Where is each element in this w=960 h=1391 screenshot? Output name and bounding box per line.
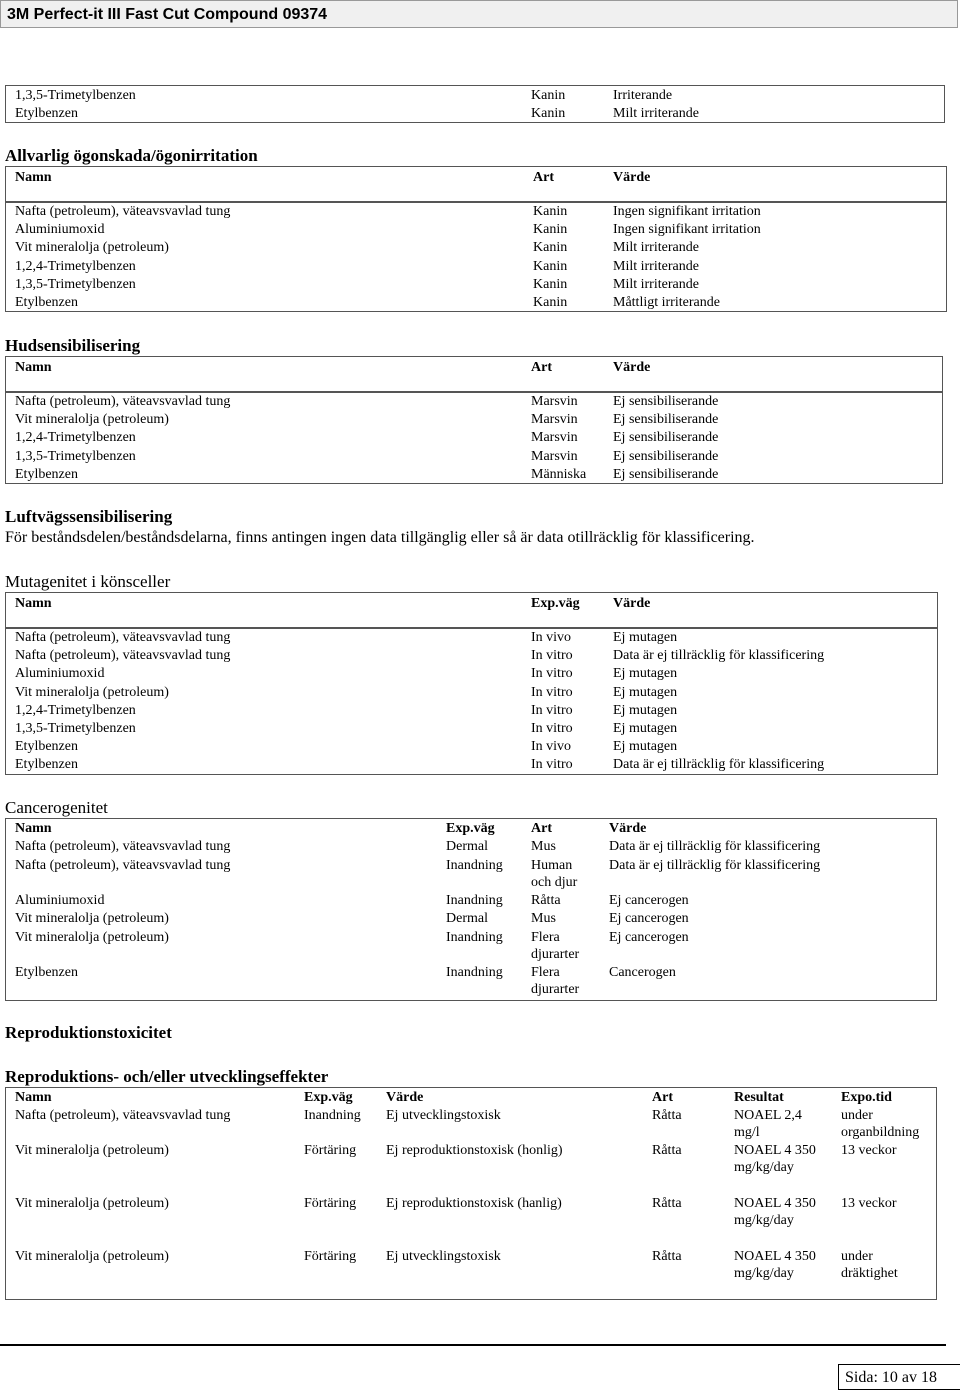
table-cell: Ingen signifikant irritation: [613, 222, 761, 238]
section-heading-repro-effects: Reproduktions- och/eller utvecklingseffekter: [5, 1067, 329, 1086]
table-cell: Kanin: [533, 222, 568, 238]
table-cell: Etylbenzen: [15, 739, 78, 755]
table-cell: In vitro: [531, 666, 573, 682]
carc-table: [5, 818, 937, 1001]
table-cell: Nafta (petroleum), väteavsvavlad tung: [15, 858, 231, 873]
table-cell: Råtta: [652, 1249, 682, 1264]
table-cell: NOAEL 4 350 mg/kg/day: [734, 1143, 816, 1175]
table-cell: In vitro: [531, 648, 573, 664]
section-heading-eye: Allvarlig ögonskada/ögonirritation: [5, 146, 258, 165]
skin-irritation-table-tail: [5, 85, 945, 123]
table-cell: Nafta (petroleum), väteavsvavlad tung: [15, 630, 231, 645]
table-cell: Förtäring: [304, 1143, 357, 1158]
table-cell: Ej mutagen: [613, 739, 678, 755]
table-cell: Råtta: [531, 893, 561, 908]
document-title: 3M Perfect-it III Fast Cut Compound 09374: [0, 0, 958, 28]
table-cell: In vitro: [531, 702, 573, 718]
table-cell: Ej reproduktionstoxisk (honlig): [386, 1143, 563, 1158]
table-cell: Milt irriterande: [613, 276, 699, 292]
table-cell: Data är ej tillräcklig för klassificering: [613, 648, 825, 664]
table-cell: Nafta (petroleum), väteavsvavlad tung: [15, 839, 231, 854]
table-cell: Kanin: [533, 240, 568, 256]
table-cell: 1,3,5-Trimetylbenzen: [15, 448, 136, 464]
column-header: Värde: [613, 596, 651, 611]
section-heading-carc: Cancerogenitet: [5, 798, 108, 817]
column-header: Namn: [15, 596, 52, 611]
table-cell: Ej utvecklingstoxisk: [386, 1249, 501, 1264]
repro-table: [5, 1087, 937, 1300]
table-cell: Dermal: [446, 911, 488, 926]
table-cell: Förtäring: [304, 1196, 357, 1211]
table-cell: Kanin: [533, 258, 568, 274]
column-header: Art: [652, 1090, 673, 1105]
table-cell: Dermal: [446, 839, 488, 854]
table-cell: Inandning: [304, 1108, 361, 1123]
table-cell: Nafta (petroleum), väteavsvavlad tung: [15, 1108, 231, 1123]
column-header: Värde: [609, 821, 647, 836]
table-cell: Ej sensibiliserande: [613, 394, 719, 409]
table-cell: Data är ej tillräcklig för klassificering: [609, 839, 821, 854]
table-cell: Nafta (petroleum), väteavsvavlad tung: [15, 394, 231, 409]
mutagen-table: [5, 628, 938, 775]
table-cell: Ej reproduktionstoxisk (hanlig): [386, 1196, 562, 1211]
column-header: Resultat: [734, 1090, 784, 1105]
table-cell: Etylbenzen: [15, 295, 78, 310]
table-cell: Aluminiumoxid: [15, 222, 105, 238]
column-header: Exp.väg: [531, 596, 580, 611]
table-cell: Ej sensibiliserande: [613, 430, 719, 446]
table-cell: Kanin: [531, 106, 566, 121]
table-cell: 1,2,4-Trimetylbenzen: [15, 430, 136, 446]
table-cell: Etylbenzen: [15, 965, 78, 980]
table-cell: Data är ej tillräcklig för klassificering: [613, 757, 825, 773]
table-cell: 1,2,4-Trimetylbenzen: [15, 702, 136, 718]
table-cell: Milt irriterande: [613, 258, 699, 274]
table-cell: Milt irriterande: [613, 106, 699, 121]
column-header: Exp.väg: [304, 1090, 353, 1105]
table-cell: Aluminiumoxid: [15, 893, 105, 908]
table-cell: Ingen signifikant irritation: [613, 204, 761, 219]
column-header: Art: [533, 170, 554, 185]
section-heading-resp-sens: Luftvägssensibilisering: [5, 507, 173, 526]
table-cell: Kanin: [533, 276, 568, 292]
table-cell: Människa: [531, 466, 587, 482]
table-cell: 13 veckor: [841, 1196, 897, 1211]
column-header: Namn: [15, 1090, 52, 1105]
table-cell: Ej mutagen: [613, 666, 678, 682]
table-cell: Vit mineralolja (petroleum): [15, 412, 169, 428]
table-cell: In vitro: [531, 757, 573, 773]
table-cell: 1,3,5-Trimetylbenzen: [15, 721, 136, 736]
table-cell: Förtäring: [304, 1249, 357, 1264]
table-cell: 1,2,4-Trimetylbenzen: [15, 258, 136, 274]
table-cell: Vit mineralolja (petroleum): [15, 1249, 169, 1264]
table-cell: Ej sensibiliserande: [613, 412, 719, 428]
table-cell: Ej mutagen: [613, 684, 678, 700]
column-header: Värde: [613, 170, 651, 185]
table-cell: In vitro: [531, 721, 573, 736]
column-header: Värde: [386, 1090, 424, 1105]
column-header: Exp.väg: [446, 821, 495, 836]
table-cell: Mus: [531, 911, 556, 926]
table-cell: 1,3,5-Trimetylbenzen: [15, 88, 136, 103]
table-cell: Råtta: [652, 1108, 682, 1123]
table-cell: Flera djurarter: [531, 965, 580, 997]
table-cell: Cancerogen: [609, 965, 676, 980]
table-cell: Inandning: [446, 858, 503, 873]
table-cell: In vitro: [531, 684, 573, 700]
table-cell: Råtta: [652, 1143, 682, 1158]
table-cell: Data är ej tillräcklig för klassificering: [609, 858, 821, 873]
table-cell: Vit mineralolja (petroleum): [15, 684, 169, 700]
table-cell: NOAEL 4 350 mg/kg/day: [734, 1196, 816, 1228]
table-cell: NOAEL 4 350 mg/kg/day: [734, 1249, 816, 1281]
table-cell: Milt irriterande: [613, 240, 699, 256]
column-header: Namn: [15, 360, 52, 375]
table-cell: Ej sensibiliserande: [613, 466, 719, 482]
table-cell: Marsvin: [531, 430, 578, 446]
table-cell: Etylbenzen: [15, 466, 78, 482]
table-cell: Etylbenzen: [15, 757, 78, 773]
table-cell: Vit mineralolja (petroleum): [15, 1143, 169, 1158]
eye-header-row: [5, 166, 947, 202]
table-cell: Nafta (petroleum), väteavsvavlad tung: [15, 204, 231, 219]
table-cell: Marsvin: [531, 412, 578, 428]
table-cell: 1,3,5-Trimetylbenzen: [15, 276, 136, 292]
table-cell: Mus: [531, 839, 556, 854]
table-cell: Ej cancerogen: [609, 911, 689, 926]
table-cell: Nafta (petroleum), väteavsvavlad tung: [15, 648, 231, 664]
table-cell: Inandning: [446, 893, 503, 908]
table-cell: Inandning: [446, 930, 503, 945]
column-header: Värde: [613, 360, 651, 375]
page-number: Sida: 10 av 18: [838, 1364, 960, 1390]
table-cell: Marsvin: [531, 448, 578, 464]
table-cell: Human och djur: [531, 858, 578, 890]
table-cell: Vit mineralolja (petroleum): [15, 240, 169, 256]
table-cell: Inandning: [446, 965, 503, 980]
eye-table: [5, 202, 947, 312]
section-heading-repro-tox: Reproduktionstoxicitet: [5, 1023, 172, 1042]
section-heading-skin-sens: Hudsensibilisering: [5, 336, 141, 355]
table-cell: In vivo: [531, 630, 572, 645]
skin-sens-table: [5, 392, 943, 484]
table-cell: Vit mineralolja (petroleum): [15, 1196, 169, 1211]
resp-sens-text: För beståndsdelen/beståndsdelarna, finns antingen ingen data tillgänglig eller så är data otillräcklig för klassificering.: [5, 529, 755, 546]
skin-sens-header-row: [5, 356, 943, 392]
table-cell: Råtta: [652, 1196, 682, 1211]
table-cell: Ej cancerogen: [609, 893, 689, 908]
table-cell: Flera djurarter: [531, 930, 580, 962]
table-cell: Ej sensibiliserande: [613, 448, 719, 464]
table-cell: Vit mineralolja (petroleum): [15, 930, 169, 945]
mutagen-header-row: [5, 592, 938, 628]
table-cell: Kanin: [533, 204, 568, 219]
table-cell: NOAEL 2,4 mg/l: [734, 1108, 802, 1140]
table-cell: Ej cancerogen: [609, 930, 689, 945]
table-cell: Vit mineralolja (petroleum): [15, 911, 169, 926]
footer-divider: [0, 1344, 946, 1346]
section-heading-mutagen: Mutagenitet i könsceller: [5, 572, 171, 591]
table-cell: under organbildning: [841, 1108, 920, 1140]
table-cell: Kanin: [531, 88, 566, 103]
table-cell: Ej utvecklingstoxisk: [386, 1108, 501, 1123]
table-cell: under dräktighet: [841, 1249, 898, 1281]
table-cell: Etylbenzen: [15, 106, 78, 121]
table-cell: Marsvin: [531, 394, 578, 409]
table-cell: In vivo: [531, 739, 572, 755]
table-cell: 13 veckor: [841, 1143, 897, 1158]
column-header: Art: [531, 821, 552, 836]
column-header: Expo.tid: [841, 1090, 892, 1105]
table-cell: Aluminiumoxid: [15, 666, 105, 682]
table-cell: Ej mutagen: [613, 721, 678, 736]
column-header: Namn: [15, 821, 52, 836]
column-header: Art: [531, 360, 552, 375]
table-cell: Ej mutagen: [613, 702, 678, 718]
table-cell: Kanin: [533, 295, 568, 310]
table-cell: Måttligt irriterande: [613, 295, 720, 310]
table-cell: Ej mutagen: [613, 630, 678, 645]
table-cell: Irriterande: [613, 88, 673, 103]
column-header: Namn: [15, 170, 52, 185]
